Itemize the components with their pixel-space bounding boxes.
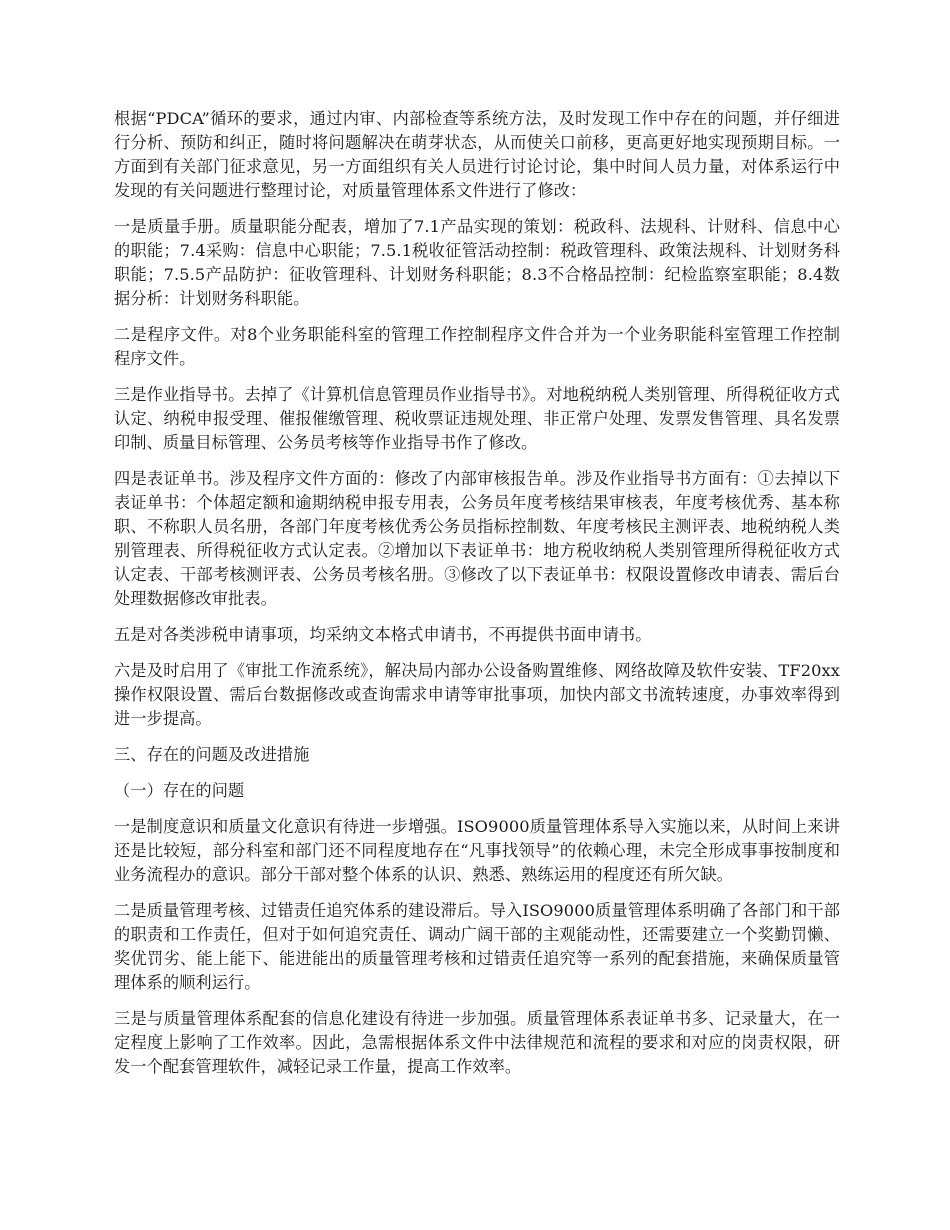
paragraph-quality-manual: 一是质量手册。质量职能分配表，增加了7.1产品实现的策划：税政科、法规科、计财科、信息中心的职能；7.4采购：信息中心职能；7.5.1税收征管活动控制：税政管理科、政策法规科、计划财务科职能；7.5.5产品防护：征收管理科、计划财务科职能；8.3不合格品控制：纪检监察室职能；8.4数据分析：计划财务科职能。	[114, 217, 840, 308]
section-heading: 三、存在的问题及改进措施	[114, 745, 310, 764]
paragraph-problem-informatization: 三是与质量管理体系配套的信息化建设有待进一步加强。质量管理体系表证单书多、记录量大，在一定程度上影响了工作效率。因此，急需根据体系文件中法律规范和流程的要求和对应的岗责权限，研发一个配套管理软件，减轻记录工作量，提高工作效率。	[114, 1009, 840, 1076]
paragraph-forms-records: 四是表证单书。涉及程序文件方面的：修改了内部审核报告单。涉及作业指导书方面有：①去掉以下表证单书：个体超定额和逾期纳税申报专用表，公务员年度考核结果审核表，年度考核优秀、基本称职、不称职人员名册，各部门年度考核优秀公务员指标控制数、年度考核民主测评表、地税纳税人类别管理表、所得税征收方式认定表。②增加以下表证单书：地方税收纳税人类别管理所得税征收方式认定表、干部考核测评表、公务员考核名册。③修改了以下表证单书：权限设置修改申请表、需后台处理数据修改审批表。	[114, 469, 840, 608]
paragraph-problem-awareness: 一是制度意识和质量文化意识有待进一步增强。ISO9000质量管理体系导入实施以来，从时间上来讲还是比较短，部分科室和部门还不同程度地存在“凡事找领导”的依赖心理，未完全形成事事按制度和业务流程办的意识。部分干部对整个体系的认识、熟悉、熟练运用的程度还有所欠缺。	[114, 817, 840, 884]
paragraph-problem-accountability: 二是质量管理考核、过错责任追究体系的建设滞后。导入ISO9000质量管理体系明确了各部门和干部的职责和工作责任，但对于如何追究责任、调动广阔干部的主观能动性，还需要建立一个奖勤罚懒、奖优罚劣、能上能下、能进能出的质量管理考核和过错责任追究等一系列的配套措施，来确保质量管理体系的顺利运行。	[114, 901, 840, 992]
paragraph-work-instructions: 三是作业指导书。去掉了《计算机信息管理员作业指导书》。对地税纳税人类别管理、所得税征收方式认定、纳税申报受理、催报催缴管理、税收票证违规处理、非正常户处理、发票发售管理、具名发票印制、质量目标管理、公务员考核等作业指导书作了修改。	[114, 385, 840, 452]
paragraph-application-format: 五是对各类涉税申请事项，均采纳文本格式申请书，不再提供书面申请书。	[114, 625, 652, 644]
subsection-heading: （一）存在的问题	[114, 781, 245, 800]
document-body	[114, 107, 840, 1091]
paragraph-procedure-files: 二是程序文件。对8个业务职能科室的管理工作控制程序文件合并为一个业务职能科室管理工作控制程序文件。	[114, 325, 840, 368]
paragraph-approval-workflow: 六是及时启用了《审批工作流系统》，解决局内部办公设备购置维修、网络故障及软件安装、TF20xx操作权限设置、需后台数据修改或查询需求申请等审批事项，加快内部文书流转速度，办事效率得到进一步提高。	[114, 661, 840, 728]
paragraph-pdca-intro: 根据“PDCA”循环的要求，通过内审、内部检查等系统方法，及时发现工作中存在的问题，并仔细进行分析、预防和纠正，随时将问题解决在萌芽状态，从而使关口前移，更高更好地实现预期目标。一方面到有关部门征求意见，另一方面组织有关人员进行讨论讨论，集中时间人员力量，对体系运行中发现的有关问题进行整理讨论，对质量管理体系文件进行了修改：	[114, 109, 840, 200]
